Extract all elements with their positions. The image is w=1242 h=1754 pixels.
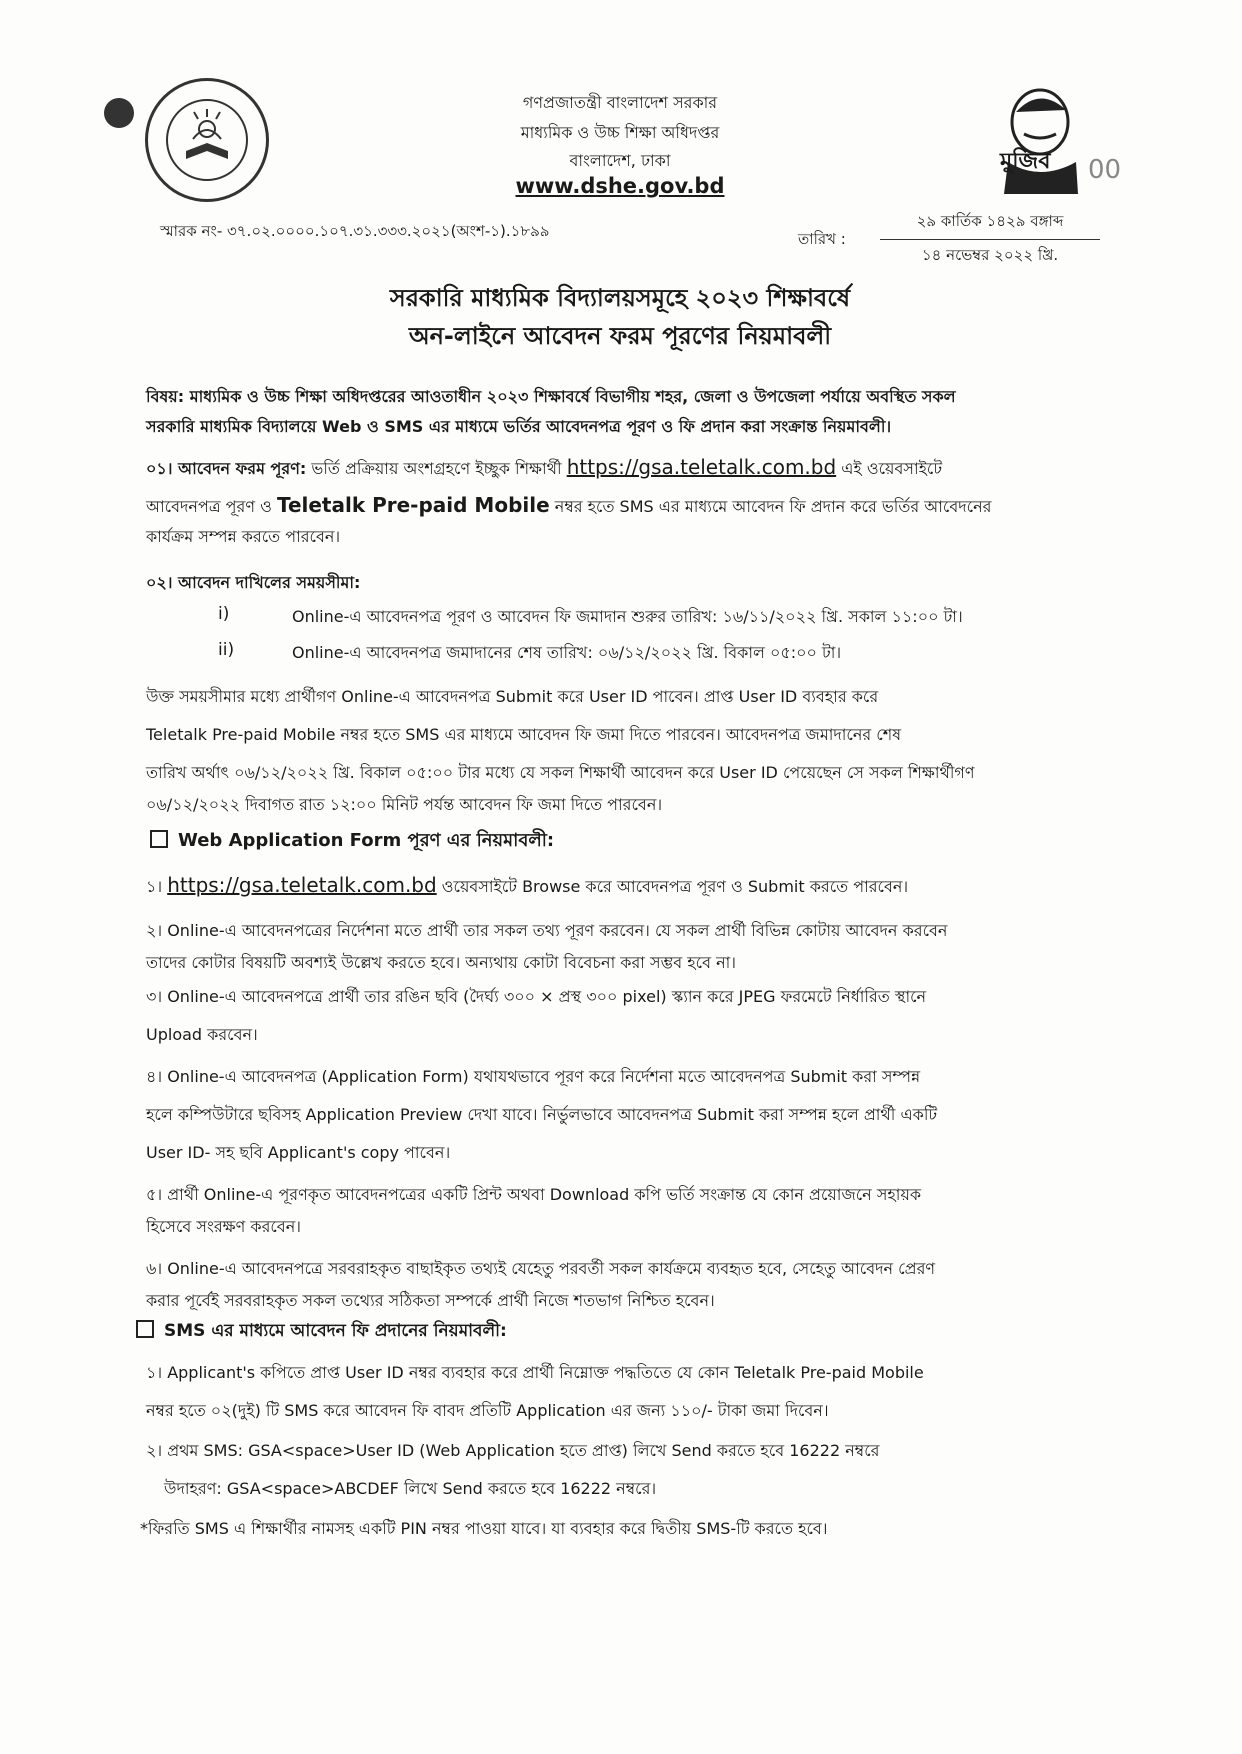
section1-label: ০১। আবেদন ফরম পূরণ: [146, 459, 307, 478]
date-label: তারিখ : [798, 230, 846, 248]
date-english: ১৪ নভেম্বর ২০২২ খ্রি. [921, 246, 1059, 264]
header-line-place: বাংলাদেশ, ঢাকা [569, 151, 671, 170]
section1-text-b: এই ওয়েবসাইটে [841, 459, 943, 478]
section2-item-num: i) [218, 604, 230, 624]
dshe-seal-logo [145, 78, 269, 202]
section1-line-3: কার্যক্রম সম্পন্ন করতে পারবেন। [146, 527, 341, 546]
sms-rule-2-line: ২। প্রথম SMS: GSA<space>User ID (Web Application হতে প্রাপ্ত) লিখে Send করতে হবে 16222 নম্বরে [146, 1441, 880, 1460]
memo-number: স্মারক নং- ৩৭.০২.০০০০.১০৭.৩১.৩৩৩.২০২১(অংশ-১).১৮৯৯ [160, 222, 550, 240]
section2-item: Online-এ আবেদনপত্র পূরণ ও আবেদন ফি জমাদান শুরুর তারিখ: ১৬/১১/২০২২ খ্রি. সকাল ১১:০০ টা। [292, 607, 963, 626]
sms-rule-1-line: ১। Applicant's কপিতে প্রাপ্ত User ID নম্বর ব্যবহার করে প্রার্থী নিম্নোক্ত পদ্ধতিতে যে কোন Teletalk Pre-paid Mobile [146, 1363, 924, 1382]
section2-label: ০২। আবেদন দাখিলের সময়সীমা: [146, 573, 361, 592]
subject-line-1: বিষয়: মাধ্যমিক ও উচ্চ শিক্ষা অধিদপ্তরের আওতাধীন ২০২৩ শিক্ষাবর্ষে বিভাগীয় শহর, জেলা ও উপজেলা পর্যায়ে অবস্থিত সকল [146, 387, 956, 406]
section2-para-line: উক্ত সময়সীমার মধ্যে প্রার্থীগণ Online-এ আবেদনপত্র Submit করে User ID পাবেন। প্রাপ্ত User ID ব্যবহার করে [146, 687, 879, 706]
sms-rules-heading [136, 1318, 507, 1346]
checkbox-icon [136, 1320, 154, 1338]
section1-text-a: ভর্তি প্রক্রিয়ায় অংশগ্রহণে ইচ্ছুক শিক্ষার্থী [311, 459, 562, 478]
sms-rules-heading-text: SMS এর মাধ্যমে আবেদন ফি প্রদানের নিয়মাবলী: [164, 1321, 507, 1341]
web-rules-heading-text: Web Application Form পূরণ এর নিয়মাবলী: [178, 830, 555, 851]
web-rule-2-line: তাদের কোটার বিষয়টি অবশ্যই উল্লেখ করতে হবে। অন্যথায় কোটা বিবেচনা করা সম্ভব হবে না। [146, 953, 736, 972]
date-bangla: ২৯ কার্তিক ১৪২৯ বঙ্গাব্দ [880, 210, 1100, 240]
web-rules-heading [150, 826, 554, 857]
header-line-govt: গণপ্রজাতন্ত্রী বাংলাদেশ সরকার [522, 93, 718, 112]
svg-text:00: 00 [1088, 155, 1122, 185]
web-rule-4-line: User ID- সহ ছবি Applicant's copy পাবেন। [146, 1143, 451, 1162]
web-rule-1-text: ওয়েবসাইটে Browse করে আবেদনপত্র পূরণ ও Submit করতে পারবেন। [441, 877, 909, 896]
section1-line-1 [146, 448, 1126, 488]
web-rule-5-line: হিসেবে সংরক্ষণ করবেন। [146, 1217, 301, 1236]
title-line-1: সরকারি মাধ্যমিক বিদ্যালয়সমূহে ২০২৩ শিক্ষাবর্ষে [389, 284, 851, 312]
title-line-2: অন-লাইনে আবেদন ফরম পূরণের নিয়মাবলী [408, 322, 832, 350]
section1-text-d: নম্বর হতে SMS এর মাধ্যমে আবেদন ফি প্রদান করে ভর্তির আবেদনের [554, 497, 992, 516]
punch-hole [104, 98, 134, 128]
web-rule-1-url[interactable]: https://gsa.teletalk.com.bd [167, 873, 437, 897]
web-rule-1 [146, 866, 1126, 906]
web-rule-3-line: ৩। Online-এ আবেদনপত্রে প্রার্থী তার রঙিন ছবি (দৈর্ঘ্য ৩০০ × প্রস্থ ৩০০ pixel) স্ক্যান করে JPEG ফরমেটে নির্ধারিত স্থানে [146, 987, 927, 1006]
seal-emblem-icon [148, 81, 266, 199]
section2-item-num: ii) [218, 640, 235, 660]
checkbox-icon [150, 830, 168, 848]
header-line-dept: মাধ্যমিক ও উচ্চ শিক্ষা অধিদপ্তর [520, 123, 720, 142]
sms-rule-1-line: নম্বর হতে ০২(দুই) টি SMS করে আবেদন ফি বাবদ প্রতিটি Application এর জন্য ১১০/- টাকা জমা দিবেন। [146, 1401, 829, 1420]
section2-para-line: ০৬/১২/২০২২ দিবাগত রাত ১২:০০ মিনিট পর্যন্ত আবেদন ফি জমা দিতে পারবেন। [146, 795, 663, 814]
section1-mobile: Teletalk Pre-paid Mobile [276, 493, 550, 517]
sms-rule-2-line: উদাহরণ: GSA<space>ABCDEF লিখে Send করতে হবে 16222 নম্বরে। [164, 1479, 657, 1498]
sms-note: *ফিরতি SMS এ শিক্ষার্থীর নামসহ একটি PIN নম্বর পাওয়া যাবে। যা ব্যবহার করে দ্বিতীয় SMS-টি করতে হবে। [140, 1519, 828, 1538]
section1-text-c: আবেদনপত্র পূরণ ও [146, 497, 272, 516]
logo-text: মুজিব [1000, 149, 1051, 174]
web-rule-4-line: হলে কম্পিউটারে ছবিসহ Application Preview দেখা যাবে। নির্ভুলভাবে আবেদনপত্র Submit করা সম্পন্ন হলে প্রার্থী একটি [146, 1105, 938, 1124]
web-rule-1-num: ১। [146, 877, 163, 896]
web-rule-6-line: ৬। Online-এ আবেদনপত্রে সরবরাহকৃত বাছাইকৃত তথ্যই যেহেতু পরবর্তী সকল কার্যক্রমে ব্যবহৃত হবে, সেহেতু আবেদন প্রেরণ [146, 1259, 936, 1278]
section2-para-line: তারিখ অর্থাৎ ০৬/১২/২০২২ খ্রি. বিকাল ০৫:০০ টার মধ্যে যে সকল শিক্ষার্থী আবেদন করে User ID পেয়েছেন সে সকল শিক্ষার্থীগণ [146, 763, 975, 782]
web-rule-5-line: ৫। প্রার্থী Online-এ পূরণকৃত আবেদনপত্রের একটি প্রিন্ট অথবা Download কপি ভর্তি সংক্রান্ত যে কোন প্রয়োজনে সহায়ক [146, 1185, 922, 1204]
header-website: www.dshe.gov.bd [515, 174, 725, 198]
web-rule-6-line: করার পূর্বেই সরবরাহকৃত সকল তথ্যের সঠিকতা সম্পর্কে প্রার্থী নিজে শতভাগ নিশ্চিত হবেন। [146, 1291, 715, 1310]
web-rule-2-line: ২। Online-এ আবেদনপত্রের নির্দেশনা মতে প্রার্থী তার সকল তথ্য পূরণ করবেন। যে সকল প্রার্থী বিভিন্ন কোটায় আবেদন করবেন [146, 921, 948, 940]
subject-line-2: সরকারি মাধ্যমিক বিদ্যালয়ে Web ও SMS এর মাধ্যমে ভর্তির আবেদনপত্র পূরণ ও ফি প্রদান করা সংক্রান্ত নিয়মাবলী। [146, 417, 892, 436]
section2-item: Online-এ আবেদনপত্র জমাদানের শেষ তারিখ: ০৬/১২/২০২২ খ্রি. বিকাল ০৫:০০ টা। [292, 643, 842, 662]
web-rule-3-line: Upload করবেন। [146, 1025, 258, 1044]
section2-para-line: Teletalk Pre-paid Mobile নম্বর হতে SMS এর মাধ্যমে আবেদন ফি জমা দিতে পারবেন। আবেদনপত্র জমাদানের শেষ [146, 725, 902, 744]
section1-url[interactable]: https://gsa.teletalk.com.bd [566, 455, 837, 479]
web-rule-4-line: ৪। Online-এ আবেদনপত্র (Application Form) যথাযথভাবে পূরণ করে নির্দেশনা মতে আবেদনপত্র Submit করা সম্পন্ন [146, 1067, 921, 1086]
